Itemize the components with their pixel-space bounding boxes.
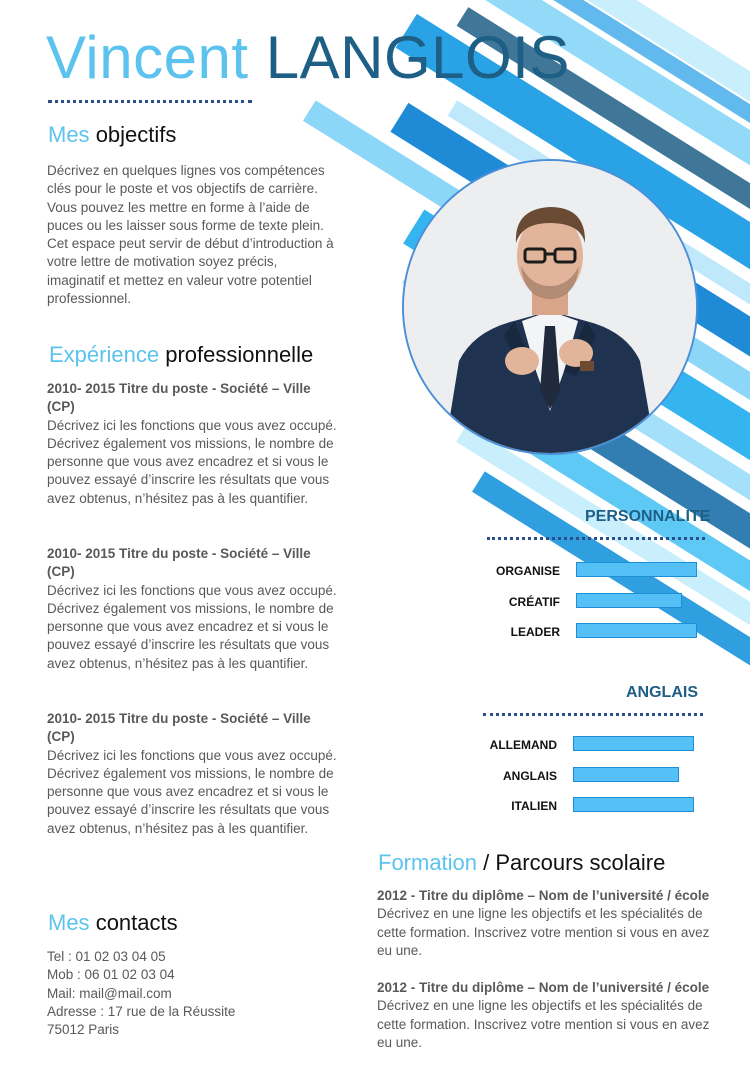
personality-heading: PERSONNALITE <box>585 508 711 525</box>
contact-mobile: Mob : 06 01 02 03 04 <box>47 967 175 983</box>
objectives-text: Décrivez en quelques lignes vos compétences clés pour le poste et vos objectifs de carrière. Vous pouvez les mettre en forme à l’aide de puces ou les laisser sous forme de texte plein. Cet espace peut servir de début d’introduction à votre lettre de motivation soyez précis, imaginatif et mettez en valeur votre potentiel professionnel. <box>47 163 334 307</box>
skill-row <box>470 623 710 641</box>
skill-label: ORGANISE <box>495 564 560 578</box>
skill-bar <box>576 623 697 638</box>
experience-item-title: 2010- 2015 Titre du poste - Société – Ville (CP) <box>47 711 311 745</box>
education-item-title: 2012 - Titre du diplôme – Nom de l’université / école <box>377 888 710 903</box>
experience-item-text: Décrivez ici les fonctions que vous avez occupé. Décrivez également vos missions, le nombre de personne que vous avez encadrez et si vous le pouvez essayé d’inscrire les résultats que vous avez obtenus, n’hésitez pas à les quantifier. <box>47 582 337 671</box>
skill-bar <box>576 593 682 608</box>
skill-label: CRÉATIF <box>508 595 560 609</box>
experience-item-title: 2010- 2015 Titre du poste - Société – Ville (CP) <box>47 381 311 415</box>
language-row <box>467 736 707 754</box>
education-item-text: Décrivez en une ligne les objectifs et les spécialités de cette formation. Inscrivez votre mention si vous en avez eu une. <box>377 998 710 1050</box>
language-row <box>467 797 707 815</box>
education-heading: Formation / Parcours scolaire <box>378 850 666 875</box>
language-label: ITALIEN <box>511 799 557 813</box>
contact-email: Mail: mail@mail.com <box>47 985 172 1001</box>
contact-list <box>47 948 347 1039</box>
experience-item-title: 2010- 2015 Titre du poste - Société – Ville (CP) <box>47 546 311 580</box>
experience-item-text: Décrivez ici les fonctions que vous avez occupé. Décrivez également vos missions, le nombre de personne que vous avez encadrez et si vous le pouvez essayé d’inscrire les résultats que vous avez obtenus, n’hésitez pas à les quantifier. <box>47 417 337 506</box>
skill-row <box>470 593 710 611</box>
experience-heading: Expérience professionnelle <box>49 342 314 367</box>
experience-item <box>47 545 337 673</box>
person-illustration <box>404 161 696 453</box>
education-item-title: 2012 - Titre du diplôme – Nom de l’université / école <box>377 980 710 995</box>
language-label: ANGLAIS <box>503 769 557 783</box>
experience-item <box>47 380 337 508</box>
personality-divider <box>487 537 705 540</box>
skill-bar <box>576 562 697 577</box>
first-name: Vincent <box>46 24 249 91</box>
objectives-heading: Mes objectifs <box>48 122 177 147</box>
language-row <box>467 767 707 785</box>
skill-label: LEADER <box>510 625 560 639</box>
last-name: LANGLOIS <box>265 24 570 91</box>
candidate-name <box>46 22 570 94</box>
language-bar <box>573 797 694 812</box>
contact-phone: Tel : 01 02 03 04 05 <box>47 949 166 964</box>
language-bar <box>573 736 694 751</box>
language-bar <box>573 767 679 782</box>
experience-item-text: Décrivez ici les fonctions que vous avez occupé. Décrivez également vos missions, le nombre de personne que vous avez encadrez et si vous le pouvez essayé d’inscrire les résultats que vous avez obtenus, n’hésitez pas à les quantifier. <box>47 747 337 836</box>
contact-city: 75012 Paris <box>47 1022 120 1038</box>
contact-address: Adresse : 17 rue de la Réussite <box>47 1003 236 1019</box>
education-item <box>377 979 717 1052</box>
languages-divider <box>483 713 703 716</box>
name-divider <box>48 100 252 103</box>
experience-item <box>47 710 337 838</box>
contacts-heading: Mes contacts <box>48 910 178 935</box>
skill-row <box>470 562 710 580</box>
languages-heading: ANGLAIS <box>626 684 698 701</box>
education-item-text: Décrivez en une ligne les objectifs et les spécialités de cette formation. Inscrivez votre mention si vous en avez eu une. <box>377 906 710 958</box>
education-item <box>377 887 717 960</box>
language-label: ALLEMAND <box>489 738 557 752</box>
profile-photo <box>402 159 698 455</box>
